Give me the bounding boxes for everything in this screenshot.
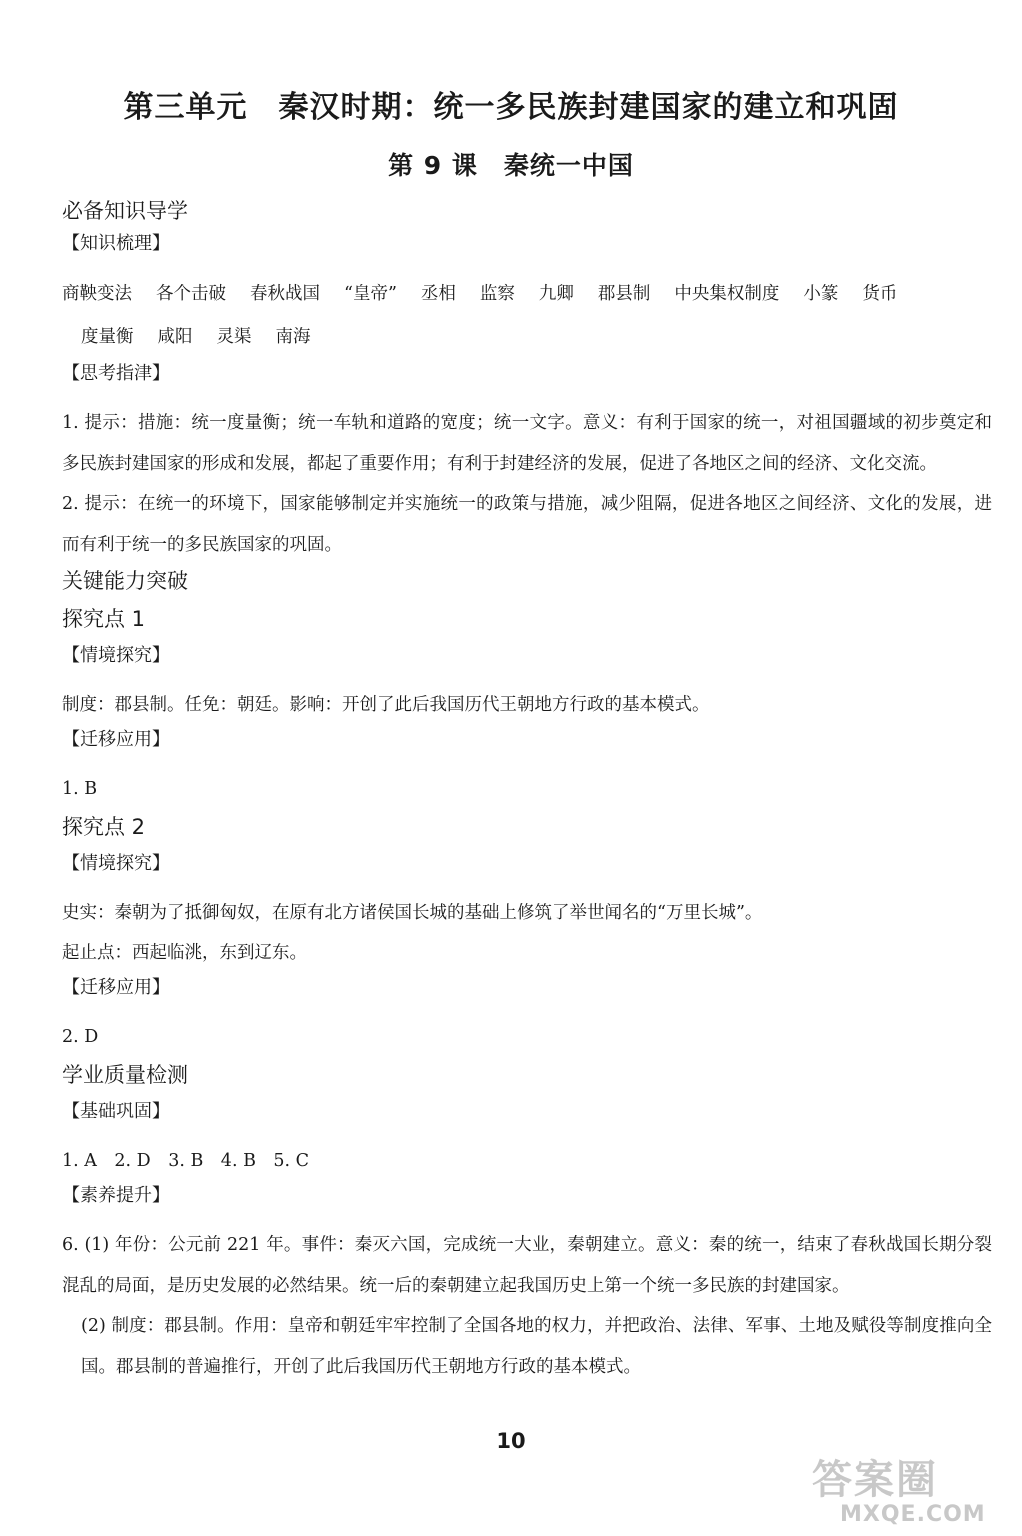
scenario-answer-1: 制度：郡县制。任免：朝廷。影响：开创了此后我国历代王朝地方行政的基本模式。 [62,695,710,715]
inquiry-point-2-title: 探究点 2 [62,815,146,839]
watermark-logo [800,1448,1015,1533]
section-heading-knowledge: 必备知识导学 [62,199,188,223]
label-thinking-guide: 【思考指津】 [62,363,170,384]
term: 九卿 [538,284,574,304]
label-transfer-application: 【迁移应用】 [62,977,170,998]
question-6-part-1: 6. (1) 年份：公元前 221 年。事件：秦灭六国，完成统一大业，秦朝建立。意义：秦的统一，结束了春秋战国长期分裂混乱的局面，是历史发展的必然结果。统一后的秦朝建立起我国历史上第一个统一多民族的封建国家。 [62,1235,992,1296]
lesson-title: 第 9 课 秦统一中国 [388,151,634,180]
term: 中央集权制度 [674,284,780,304]
section-heading-quality: 学业质量检测 [62,1063,188,1087]
scenario-answer-2a: 史实：秦朝为了抵御匈奴，在原有北方诸侯国长城的基础上修筑了举世闻名的“万里长城”。 [62,903,763,923]
transfer-answer-2: 2. D [62,1027,99,1047]
term: 各个击破 [156,284,226,304]
term: 小篆 [803,284,839,304]
answer-paragraph-2: 2. 提示：在统一的环境下，国家能够制定并实施统一的政策与措施，减少阻隔，促进各地区之间经济、文化的发展，进而有利于统一的多民族国家的巩固。 [62,494,992,555]
page-number: 10 [496,1429,526,1453]
label-basic-consolidation: 【基础巩固】 [62,1101,170,1122]
inquiry-point-1-title: 探究点 1 [62,607,146,631]
term: 咸阳 [157,327,193,347]
watermark-text: 答案圈 [812,1457,938,1503]
term: 灵渠 [216,327,252,347]
term: 郡县制 [597,284,651,304]
term: 南海 [275,327,311,347]
term: 丞相 [420,284,456,304]
transfer-answer-1: 1. B [62,779,98,799]
unit-title: 第三单元 秦汉时期：统一多民族封建国家的建立和巩固 [123,90,899,125]
label-knowledge-review: 【知识梳理】 [62,233,170,254]
label-scenario-inquiry: 【情境探究】 [62,645,170,666]
terms-row-2 [62,316,992,359]
label-scenario-inquiry: 【情境探究】 [62,853,170,874]
knowledge-terms [62,273,992,359]
term: 春秋战国 [250,284,320,304]
term: 度量衡 [81,327,134,347]
term: 监察 [479,284,515,304]
question-6-part-2: (2) 制度：郡县制。作用：皇帝和朝廷牢牢控制了全国各地的权力，并把政治、法律、军事、土地及赋役等制度推向全国。郡县制的普遍推行，开创了此后我国历代王朝地方行政的基本模式。 [81,1316,992,1377]
term: 商鞅变法 [62,284,132,304]
scenario-answer-2b: 起止点：西起临洮，东到辽东。 [62,943,307,963]
answer-paragraph-1: 1. 提示：措施：统一度量衡；统一车轨和道路的宽度；统一文字。意义：有利于国家的统一，对祖国疆域的初步奠定和多民族封建国家的形成和发展，都起了重要作用；有利于封建经济的发展，促进了各地区之间的经济、文化交流。 [62,413,992,474]
term: 货币 [862,284,898,304]
section-heading-ability: 关键能力突破 [62,569,188,593]
basic-answers: 1. A 2. D 3. B 4. B 5. C [62,1151,310,1171]
label-literacy-improvement: 【素养提升】 [62,1185,170,1206]
watermark-site: MXQE.COM [840,1502,986,1527]
term: “皇帝” [344,284,397,304]
terms-row-1 [62,273,992,316]
label-transfer-application: 【迁移应用】 [62,729,170,750]
answer-content [62,193,992,1387]
